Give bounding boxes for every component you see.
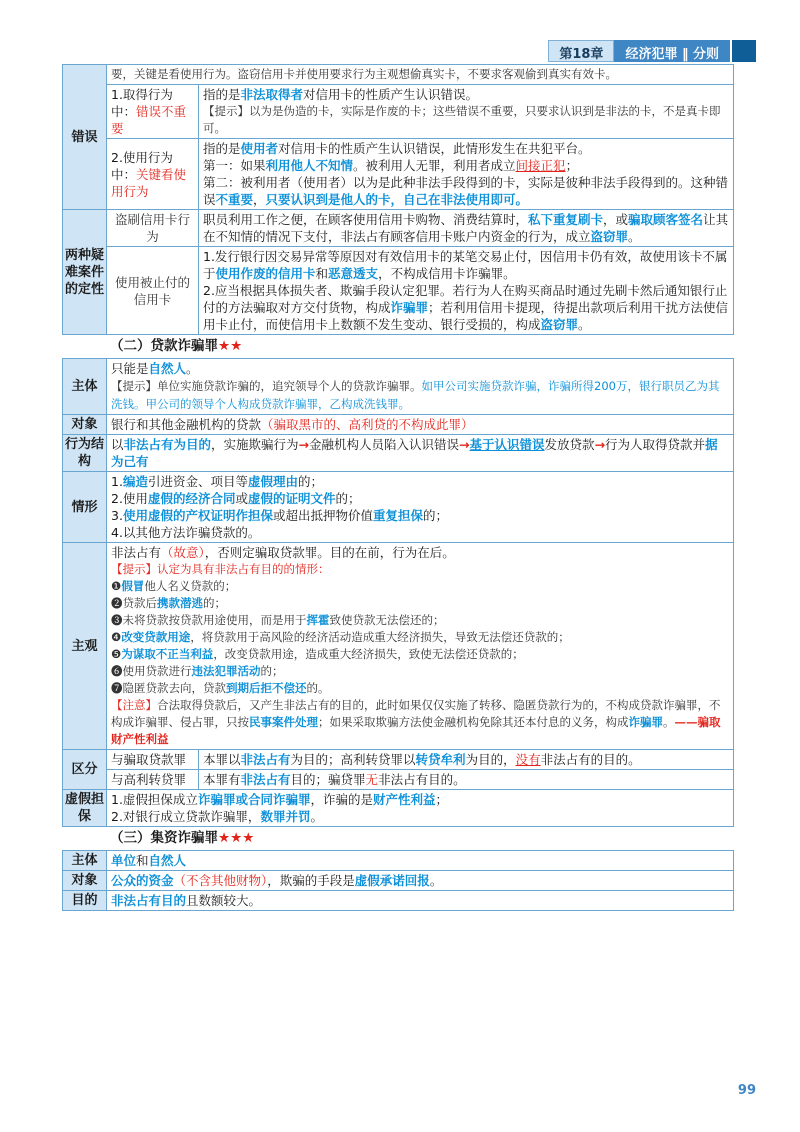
loan-situations-body: 1.编造引进资金、项目等虚假理由的； 2.使用虚假的经济合同或虚假的证明文件的； 3.使用虚假的产权证明作担保或超出抵押物价值重复担保的； 4.以其他方法诈骗贷款的。	[107, 472, 734, 543]
row-label-conduct: 行为结构	[63, 435, 107, 472]
fund-purpose-body: 非法占有目的且数额较大。	[107, 891, 734, 911]
case1-body: 指的是非法取得者对信用卡的性质产生认识错误。 【提示】以为是伪造的卡，实际是作废的卡；这些错误不重要，只要求认识到是非法的卡，不是真卡即可。	[199, 85, 734, 139]
distinguish-r1-title: 与骗取贷款罪	[107, 750, 199, 770]
row-label-mental: 主观	[63, 543, 107, 750]
case2-title: 2.使用行为中：关键看使用行为	[107, 139, 199, 210]
section-heading-loan-fraud: （二）贷款诈骗罪★★	[110, 338, 243, 354]
row-label-fund-subject: 主体	[63, 851, 107, 871]
section-heading-fundraising-fraud: （三）集资诈骗罪★★★	[110, 830, 255, 846]
false-guarantee-body: 1.虚假担保成立诈骗罪或合同诈骗罪，诈骗的是财产性利益； 2.对银行成立贷款诈骗罪，数罪并罚。	[107, 790, 734, 827]
row-label-distinguish: 区分	[63, 750, 107, 790]
theft-title: 盗刷信用卡行为	[107, 210, 199, 247]
row-label-error: 错误	[63, 65, 107, 210]
loan-subject-body: 只能是自然人。 【提示】单位实施贷款诈骗的，追究领导个人的贷款诈骗罪。如甲公司实施贷款诈骗，诈骗所得200万，银行职员乙为其洗钱。甲公司的领导个人构成贷款诈骗罪，乙构成洗钱罪。	[107, 359, 734, 415]
row-label-hard-cases: 两种疑难案件的定性	[63, 210, 107, 335]
running-header	[548, 40, 756, 62]
theft-body: 职员利用工作之便，在顾客使用信用卡购物、消费结算时，私下重复刷卡，或骗取顾客签名让其在不知情的情况下支付，非法占有顾客信用卡账户内资金的行为，成立盗窃罪。	[199, 210, 734, 247]
chapter-tag: 第18章	[548, 40, 614, 62]
stopped-card-body: 1.发行银行因交易异常等原因对有效信用卡的某笔交易止付，因信用卡仍有效，故使用该卡不属于使用作废的信用卡和恶意透支，不构成信用卡诈骗罪。 2.应当根据具体损失者、欺骗手段认定犯罪。若行为人在购买商品时通过先刷卡然后通知银行止付的方法骗取对方交付货物，构成诈骗罪；若利用信用卡提现，待提出款项后利用干扰方法使信用卡止付，而使信用卡上数额不发生变动、银行受损的，构成盗窃罪。	[199, 247, 734, 335]
loan-conduct-body: 以非法占有为目的，实施欺骗行为→金融机构人员陷入认识错误→基于认识错误发放贷款→行为人取得贷款并据为己有	[107, 435, 734, 472]
fund-object-body: 公众的资金（不含其他财物），欺骗的手段是虚假承诺回报。	[107, 871, 734, 891]
loan-object-body: 银行和其他金融机构的贷款（骗取黑市的、高利贷的不构成此罪）	[107, 415, 734, 435]
row-label-false-guarantee: 虚假担保	[63, 790, 107, 827]
loan-fraud-table	[62, 358, 734, 827]
distinguish-r1-body: 本罪以非法占有为目的；高利转贷罪以转贷牟利为目的，没有非法占有的目的。	[199, 750, 734, 770]
case2-body: 指的是使用者对信用卡的性质产生认识错误，此情形发生在共犯平台。 第一：如果利用他人不知情。被利用人无罪，利用者成立间接正犯； 第二：被利用者（使用者）以为是此种非法手段得到的卡，实际是彼种非法手段得到的。这种错误不重要，只要认识到是他人的卡，自己在非法使用即可。	[199, 139, 734, 210]
row-label-subject: 主体	[63, 359, 107, 415]
case1-title: 1.取得行为中：错误不重要	[107, 85, 199, 139]
loan-mental-body: 非法占有（故意），否则定骗取贷款罪。目的在前，行为在后。 【提示】认定为具有非法占有目的的情形： ❶假冒他人名义贷款的； ❷贷款后携款潜逃的； ❸未将贷款按贷款用途使用，而是用于挥霍致使贷款无法偿还的； ❹改变贷款用途，将贷款用于高风险的经济活动造成重大经济损失，导致无法偿还贷款的； ❺为谋取不正当利益，改变贷款用途，造成重大经济损失，致使无法偿还贷款的； ❻使用贷款进行违法犯罪活动的； ❼隐匿贷款去向，贷款到期后拒不偿还的。 【注意】合法取得贷款后，又产生非法占有的目的，此时如果仅仅实施了转移、隐匿贷款行为的，不构成贷款诈骗罪，不构成诈骗罪、侵占罪，只按民事案件处理；如果采取欺骗方法使金融机构免除其还本付息的义务，构成诈骗罪。——骗取财产性利益	[107, 543, 734, 750]
page-body	[62, 64, 734, 911]
row-label-fund-object: 对象	[63, 871, 107, 891]
fundraising-fraud-table	[62, 850, 734, 911]
error-intro: 要，关键是看使用行为。盗窃信用卡并使用要求行为主观想偷真实卡，不要求客观偷到真实有效卡。	[107, 65, 734, 85]
case1-note: 【提示】以为是伪造的卡，实际是作废的卡；这些错误不重要，只要求认识到是非法的卡，不是真卡即可。	[203, 104, 721, 135]
fund-subject-body: 单位和自然人	[107, 851, 734, 871]
card-fraud-table	[62, 64, 734, 335]
page-number: 99	[737, 1083, 756, 1098]
stopped-card-title: 使用被止付的信用卡	[107, 247, 199, 335]
header-accent-bar	[732, 40, 756, 62]
row-label-object: 对象	[63, 415, 107, 435]
chapter-title: 经济犯罪 ‖ 分则	[614, 40, 730, 62]
distinguish-r2-body: 本罪有非法占有目的；骗贷罪无非法占有目的。	[199, 770, 734, 790]
row-label-situations: 情形	[63, 472, 107, 543]
distinguish-r2-title: 与高利转贷罪	[107, 770, 199, 790]
row-label-fund-purpose: 目的	[63, 891, 107, 911]
